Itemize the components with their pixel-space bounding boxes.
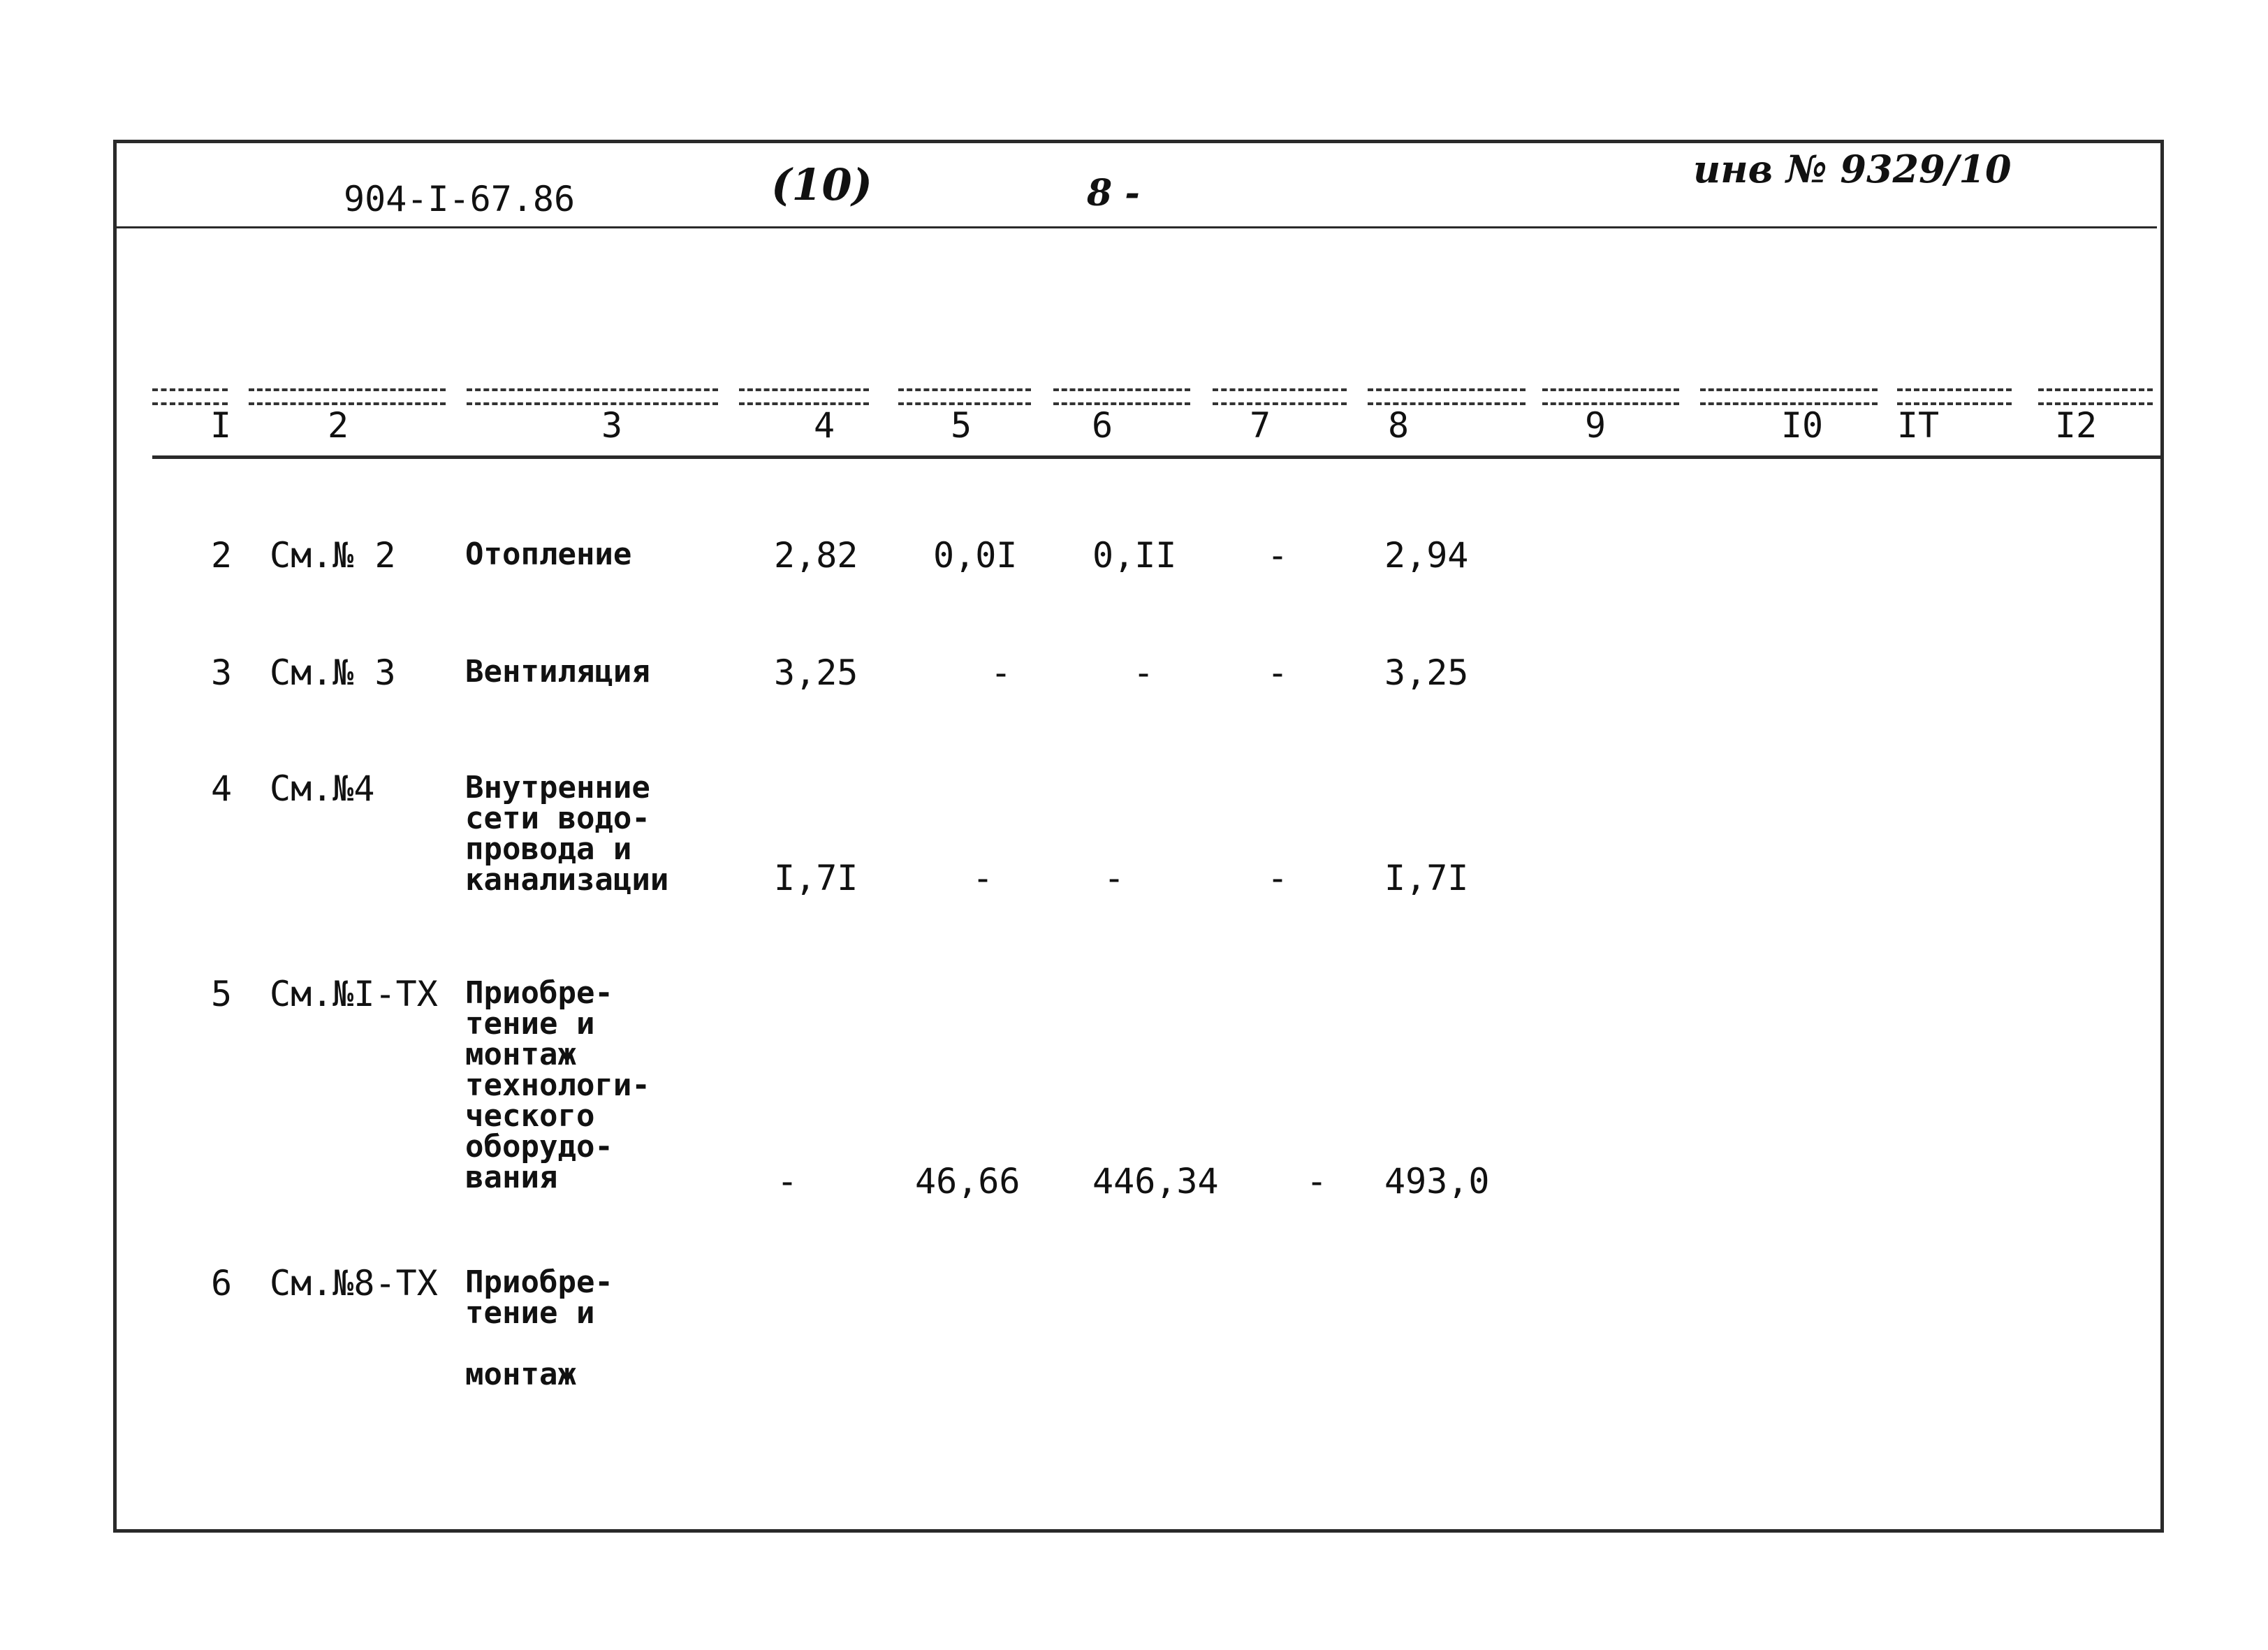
row-reference: См.№ 2 bbox=[270, 535, 396, 576]
inventory-mark: инв № 9329/10 bbox=[1693, 147, 2012, 191]
column-rule bbox=[1368, 388, 1526, 405]
row-number: 2 bbox=[211, 535, 233, 576]
column-header-11: IT bbox=[1896, 405, 1940, 446]
cell-col8: 2,94 bbox=[1384, 535, 1469, 576]
column-header-1: I bbox=[210, 405, 232, 446]
column-rule bbox=[1700, 388, 1878, 405]
cell-col6: - bbox=[1104, 858, 1125, 898]
row-reference: См.№ 3 bbox=[270, 652, 396, 693]
column-header-4: 4 bbox=[813, 405, 835, 446]
cell-col6: 446,34 bbox=[1092, 1161, 1219, 1202]
row-number: 4 bbox=[211, 768, 233, 809]
column-header-8: 8 bbox=[1387, 405, 1410, 446]
sheet-mark: (10) bbox=[771, 159, 872, 210]
cell-col5: - bbox=[990, 652, 1012, 693]
row-description: Приобре- тение и монтаж технологи- ческого оборудо- вания bbox=[465, 975, 650, 1195]
cell-col5: 46,66 bbox=[915, 1161, 1020, 1202]
column-rule bbox=[2038, 388, 2153, 405]
column-header-12: I2 bbox=[2054, 405, 2098, 446]
row-reference: См.№8-ТХ bbox=[270, 1263, 438, 1304]
cell-col8: 3,25 bbox=[1384, 652, 1469, 693]
cell-col6: 0,II bbox=[1092, 535, 1177, 576]
column-header-3: 3 bbox=[601, 405, 623, 446]
page-mark: 8 - bbox=[1087, 172, 1140, 214]
cell-col6: - bbox=[1133, 652, 1155, 693]
header-divider bbox=[113, 226, 2157, 228]
cell-col7: - bbox=[1267, 858, 1289, 898]
page-frame bbox=[113, 140, 2164, 1533]
row-reference: См.№4 bbox=[270, 768, 375, 809]
row-reference: См.№I-ТХ bbox=[270, 974, 438, 1014]
column-rule bbox=[1897, 388, 2012, 405]
column-rule bbox=[1053, 388, 1190, 405]
cell-col8: 493,0 bbox=[1384, 1161, 1490, 1202]
column-rule bbox=[467, 388, 718, 405]
cell-col4: - bbox=[777, 1161, 798, 1202]
row-number: 6 bbox=[211, 1263, 233, 1304]
cell-col5: - bbox=[972, 858, 994, 898]
cell-col7: - bbox=[1267, 652, 1289, 693]
row-description: Вентиляция bbox=[465, 654, 650, 689]
cell-col4: 3,25 bbox=[774, 652, 858, 693]
cell-col7: - bbox=[1306, 1161, 1328, 1202]
row-description: Приобре- тение и монтаж bbox=[465, 1264, 613, 1392]
column-header-6: 6 bbox=[1091, 405, 1113, 446]
column-rule bbox=[152, 388, 228, 405]
column-rule bbox=[898, 388, 1031, 405]
cell-col4: 2,82 bbox=[774, 535, 858, 576]
cell-col5: 0,0I bbox=[933, 535, 1018, 576]
column-header-2: 2 bbox=[327, 405, 349, 446]
column-rule bbox=[1213, 388, 1347, 405]
column-header-10: I0 bbox=[1780, 405, 1824, 446]
column-rule bbox=[1542, 388, 1679, 405]
row-number: 3 bbox=[211, 652, 233, 693]
column-header-5: 5 bbox=[950, 405, 972, 446]
column-header-baseline bbox=[152, 455, 2164, 459]
document-code: 904-I-67.86 bbox=[344, 179, 576, 219]
column-header-7: 7 bbox=[1249, 405, 1271, 446]
column-header-9: 9 bbox=[1584, 405, 1607, 446]
row-description: Внутренние сети водо- провода и канализации bbox=[465, 770, 669, 898]
row-number: 5 bbox=[211, 974, 233, 1014]
cell-col8: I,7I bbox=[1384, 858, 1469, 898]
cell-col4: I,7I bbox=[774, 858, 858, 898]
column-rule bbox=[249, 388, 446, 405]
column-rule bbox=[739, 388, 869, 405]
row-description: Отопление bbox=[465, 536, 632, 572]
cell-col7: - bbox=[1267, 535, 1289, 576]
